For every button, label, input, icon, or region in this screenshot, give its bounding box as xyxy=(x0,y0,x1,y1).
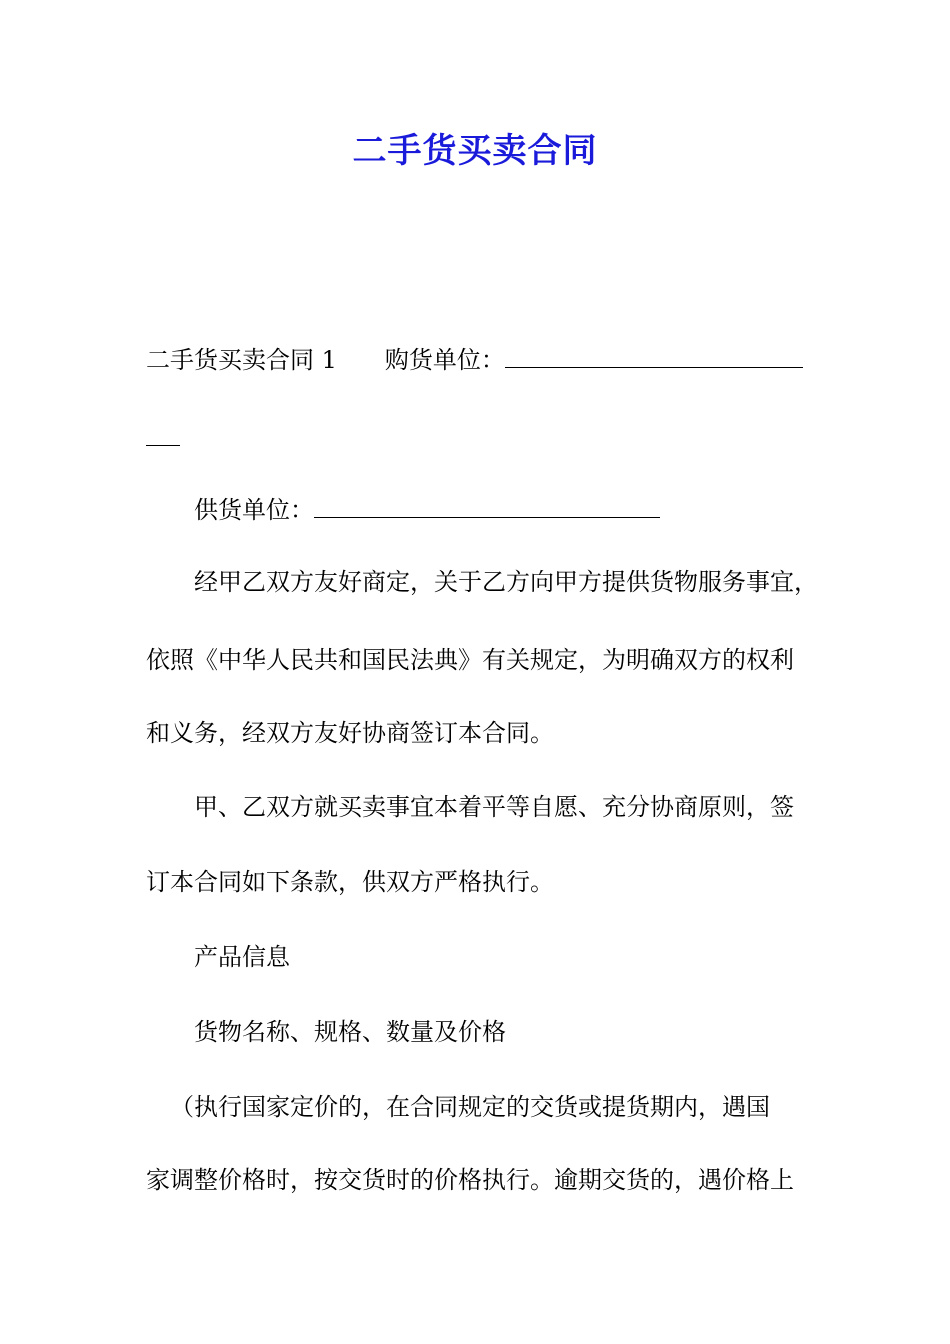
paragraph-line: （执行国家定价的，在合同规定的交货或提货期内，遇国 xyxy=(170,1093,770,1121)
supplier-line xyxy=(194,493,660,527)
buyer-blank-field-continued[interactable] xyxy=(146,423,180,446)
section-heading-goods: 货物名称、规格、数量及价格 xyxy=(194,1018,506,1046)
buyer-line xyxy=(146,343,803,377)
contract-heading-number: 二手货买卖合同 1 xyxy=(146,346,337,374)
paragraph-line: 订本合同如下条款，供双方严格执行。 xyxy=(146,868,554,896)
section-heading-product: 产品信息 xyxy=(194,943,290,971)
buyer-blank-field[interactable] xyxy=(505,345,803,368)
paragraph-line: 经甲乙双方友好商定，关于乙方向甲方提供货物服务事宜， xyxy=(194,568,818,596)
paragraph-line: 和义务，经双方友好协商签订本合同。 xyxy=(146,719,554,747)
buyer-label: 购货单位： xyxy=(384,346,505,374)
paragraph-line: 家调整价格时，按交货时的价格执行。逾期交货的，遇价格上 xyxy=(146,1166,794,1194)
paragraph-line: 甲、乙双方就买卖事宜本着平等自愿、充分协商原则，签 xyxy=(194,793,794,821)
supplier-label: 供货单位： xyxy=(194,496,314,524)
supplier-blank-field[interactable] xyxy=(314,495,660,518)
buyer-line-continuation xyxy=(146,421,180,455)
paragraph-line: 依照《中华人民共和国民法典》有关规定，为明确双方的权利 xyxy=(146,646,794,674)
document-title: 二手货买卖合同 xyxy=(352,131,598,171)
